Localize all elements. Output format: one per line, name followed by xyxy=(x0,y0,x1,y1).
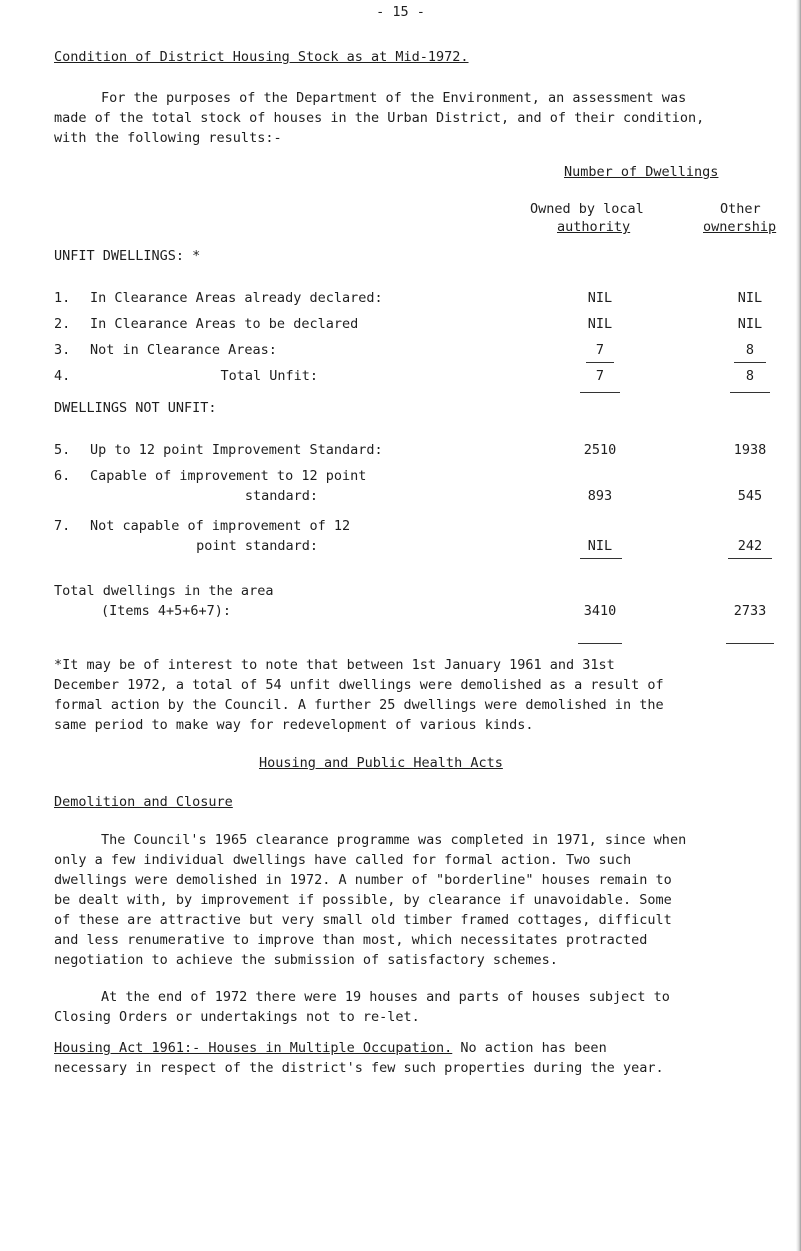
total-label: Total dwellings in the area xyxy=(54,583,274,599)
row-number: 4. xyxy=(54,368,71,384)
total-rule xyxy=(726,643,774,644)
group-heading: Number of Dwellings xyxy=(564,164,719,180)
closing-line: Closing Orders or undertakings not to re-let. xyxy=(54,1009,420,1025)
intro-line: For the purposes of the Department of the Environment, an assessment was xyxy=(101,90,687,106)
hmo-line: necessary in respect of the district's few such properties during the year. xyxy=(54,1060,664,1076)
hmo-paragraph xyxy=(54,1038,784,1078)
row-label: In Clearance Areas already declared: xyxy=(90,290,383,306)
row-number: 6. xyxy=(54,468,71,484)
col-b-heading: ownership xyxy=(703,219,777,235)
row-value-a: NIL xyxy=(587,538,613,554)
subtotal-rule xyxy=(728,558,772,559)
subheading: Demolition and Closure xyxy=(54,794,233,810)
not-unfit-heading: DWELLINGS NOT UNFIT: xyxy=(54,400,217,416)
footnote-line: formal action by the Council. A further 25 dwellings were demolished in the xyxy=(54,697,664,713)
row-number: 2. xyxy=(54,316,71,332)
demolition-paragraph xyxy=(54,830,784,970)
row-value-b: 545 xyxy=(737,488,763,504)
row-number: 7. xyxy=(54,518,71,534)
total-rule xyxy=(730,392,770,393)
total-value-a: 3410 xyxy=(583,603,617,619)
intro-line: with the following results:- xyxy=(54,130,282,146)
hmo-line xyxy=(54,1038,784,1058)
row-value-a: 893 xyxy=(587,488,613,504)
col-b-heading: Other xyxy=(720,201,761,217)
row-label: In Clearance Areas to be declared xyxy=(90,316,359,332)
closing-orders-paragraph xyxy=(54,987,784,1027)
demolition-line: only a few individual dwellings have called for formal action. Two such xyxy=(54,852,632,868)
total-label-items: (Items 4+5+6+7): xyxy=(101,603,232,619)
demolition-line: be dealt with, by improvement if possible, by clearance if unavoidable. Some xyxy=(54,892,672,908)
row-number: 5. xyxy=(54,442,71,458)
row-label: Total Unfit: xyxy=(220,368,318,384)
row-value-b: 242 xyxy=(737,538,763,554)
row-value-a: 7 xyxy=(595,342,605,358)
row-label: Not in Clearance Areas: xyxy=(90,342,277,358)
page-number: - 15 - xyxy=(376,4,425,20)
unfit-heading: UNFIT DWELLINGS: * xyxy=(54,248,201,264)
intro-paragraph xyxy=(54,88,784,148)
intro-line: made of the total stock of houses in the Urban District, and of their condition, xyxy=(54,110,705,126)
subtotal-rule xyxy=(586,362,614,363)
footnote-paragraph xyxy=(54,655,784,735)
row-value-a: NIL xyxy=(587,316,613,332)
row-number: 3. xyxy=(54,342,71,358)
subtotal-rule xyxy=(734,362,766,363)
row-value-b: NIL xyxy=(737,316,763,332)
total-value-b: 2733 xyxy=(733,603,767,619)
page-title: Condition of District Housing Stock as at Mid-1972. xyxy=(54,49,469,65)
demolition-line: negotiation to achieve the submission of satisfactory schemes. xyxy=(54,952,558,968)
row-value-a: NIL xyxy=(587,290,613,306)
row-value-a: 7 xyxy=(595,368,605,384)
footnote-line: same period to make way for redevelopment of various kinds. xyxy=(54,717,534,733)
hmo-heading: Housing Act 1961:- Houses in Multiple Occupation. xyxy=(54,1040,453,1056)
row-label: Capable of improvement to 12 point xyxy=(90,468,367,484)
row-label-continued: standard: xyxy=(244,488,318,504)
total-rule xyxy=(578,643,622,644)
footnote-line: December 1972, a total of 54 unfit dwellings were demolished as a result of xyxy=(54,677,664,693)
demolition-line: of these are attractive but very small old timber framed cottages, difficult xyxy=(54,912,672,928)
row-number: 1. xyxy=(54,290,71,306)
row-value-b: NIL xyxy=(737,290,763,306)
total-rule xyxy=(580,392,620,393)
row-value-b: 1938 xyxy=(733,442,767,458)
demolition-line: The Council's 1965 clearance programme was completed in 1971, since when xyxy=(101,832,687,848)
row-value-b: 8 xyxy=(745,342,755,358)
col-a-heading: authority xyxy=(557,219,631,235)
demolition-line: and less renumerative to improve than most, which necessitates protracted xyxy=(54,932,648,948)
subtotal-rule xyxy=(580,558,622,559)
row-label: Not capable of improvement of 12 xyxy=(90,518,351,534)
footnote-line: *It may be of interest to note that between 1st January 1961 and 31st xyxy=(54,657,615,673)
row-value-a: 2510 xyxy=(583,442,617,458)
row-label: Up to 12 point Improvement Standard: xyxy=(90,442,383,458)
demolition-line: dwellings were demolished in 1972. A number of "borderline" houses remain to xyxy=(54,872,672,888)
row-label-continued: point standard: xyxy=(196,538,318,554)
section-heading: Housing and Public Health Acts xyxy=(259,755,503,771)
hmo-text: No action has been xyxy=(452,1040,607,1056)
page-edge-shadow xyxy=(796,0,801,1251)
row-value-b: 8 xyxy=(745,368,755,384)
closing-line: At the end of 1972 there were 19 houses and parts of houses subject to xyxy=(101,989,670,1005)
col-a-heading: Owned by local xyxy=(530,201,644,217)
